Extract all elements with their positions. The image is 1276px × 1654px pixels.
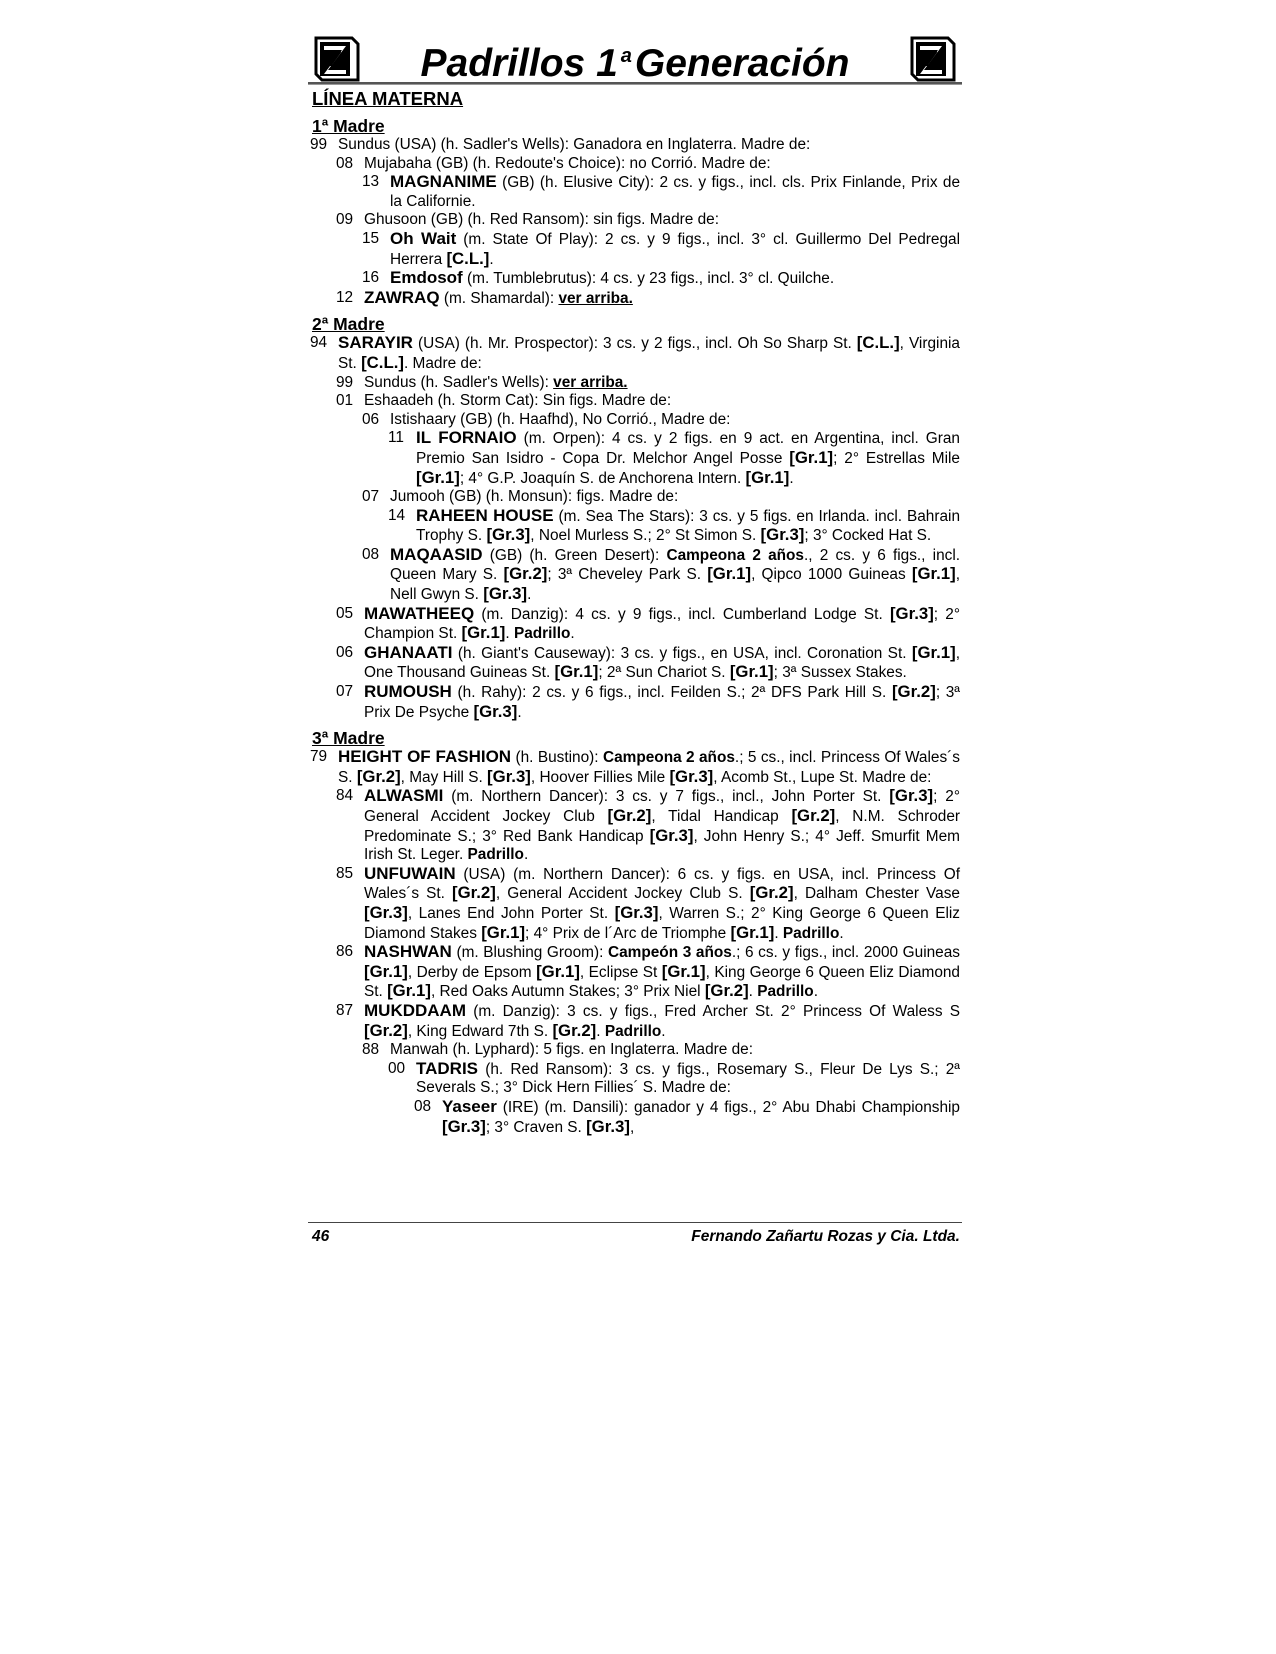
pedigree-entry: 07 RUMOUSH (h. Rahy): 2 cs. y 6 figs., incl. Feilden S.; 2ª DFS Park Hill S. [Gr.2]; 3ª Prix De Psyche [Gr.3]. xyxy=(336,682,961,721)
pedigree-entry: 94 SARAYIR (USA) (h. Mr. Prospector): 3 cs. y 2 figs., incl. Oh So Sharp St. [C.L.], Virginia St. [C.L.]. Madre de: xyxy=(310,333,960,372)
page-footer xyxy=(312,1228,960,1250)
pedigree-entry: 13 MAGNANIME (GB) (h. Elusive City): 2 cs. y figs., incl. cls. Prix Finlande, Prix de la Californie. xyxy=(362,172,960,210)
pedigree-entry: 06 GHANAATI (h. Giant's Causeway): 3 cs. y figs., en USA, incl. Coronation St. [Gr.1], One Thousand Guineas St. [Gr.1]; 2ª Sun Chariot S. [Gr.1]; 3ª Sussex Stakes. xyxy=(336,642,960,682)
pedigree-entry: 87 MUKDDAAM (m. Danzig): 3 cs. y figs., Fred Archer St. 2° Princess Of Waless S [Gr.2], King Edward 7th S. [Gr.2]. Padrillo. xyxy=(336,1000,960,1040)
pedigree-entry: 12 ZAWRAQ (m. Shamardal): ver arriba. xyxy=(336,287,633,307)
page-number: 46 xyxy=(312,1228,330,1245)
generation-heading: 3ª Madre xyxy=(312,728,385,749)
pedigree-entry: 14 RAHEEN HOUSE (m. Sea The Stars): 3 cs. y 5 figs. en Irlanda. incl. Bahrain Trophy S. [Gr.3], Noel Murless S.; 2° St Simon S. [Gr.3]; 3° Cocked Hat S. xyxy=(388,505,960,545)
pedigree-entry: 16 Emdosof (m. Tumblebrutus): 4 cs. y 23 figs., incl. 3° cl. Quilche. xyxy=(362,268,835,288)
pedigree-entry: 99 Sundus (USA) (h. Sadler's Wells): Ganadora en Inglaterra. Madre de: xyxy=(310,136,811,153)
pedigree-entry: 06 Istishaary (GB) (h. Haafhd), No Corrió., Madre de: xyxy=(362,410,731,428)
generation-heading: 2ª Madre xyxy=(312,314,385,335)
zr-logo-icon xyxy=(312,34,362,84)
page-title: Padrillos 1 $^a$Generación xyxy=(420,42,850,85)
svg-text:Z: Z xyxy=(924,46,938,71)
pedigree-entry: 84 ALWASMI (m. Northern Dancer): 3 cs. y 7 figs., incl., John Porter St. [Gr.3]; 2° General Accident Jockey Club [Gr.2], Tidal Handicap [Gr.2], N.M. Schroder Predominate S.; 3° Red Bank Handicap [Gr.3], John Henry S.; 4° Jeff. Smurfit Mem Irish St. Leger. Padrillo. xyxy=(336,786,961,864)
zr-logo-icon xyxy=(908,34,958,84)
pedigree-entry: 88 Manwah (h. Lyphard): 5 figs. en Inglaterra. Madre de: xyxy=(362,1041,754,1059)
pedigree-entry: 05 MAWATHEEQ (m. Danzig): 4 cs. y 9 figs., incl. Cumberland Lodge St. [Gr.3]; 2° Champion St. [Gr.1]. Padrillo. xyxy=(336,603,960,643)
pedigree-entry: 01 Eshaadeh (h. Storm Cat): Sin figs. Madre de: xyxy=(336,392,672,410)
pedigree-entry: 07 Jumooh (GB) (h. Monsun): figs. Madre de: xyxy=(362,488,679,506)
pedigree-entry: 09 Ghusoon (GB) (h. Red Ransom): sin figs. Madre de: xyxy=(336,211,719,229)
footer-divider xyxy=(308,1222,962,1223)
pedigree-entry: 11 IL FORNAIO (m. Orpen): 4 cs. y 2 figs. en 9 act. en Argentina, incl. Gran Premio San Isidro - Copa Dr. Melchor Angel Posse [Gr.1]; 2° Estrellas Mile [Gr.1]; 4° G.P. Joaquín S. de Anchorena Intern. [Gr.1]. xyxy=(388,428,960,487)
company-name: Fernando Zañartu Rozas y Cia. Ltda. xyxy=(691,1228,960,1245)
pedigree-entry: 00 TADRIS (h. Red Ransom): 3 cs. y figs., Rosemary S., Fleur De Lys S.; 2ª Severals S.; 3° Dick Hern Fillies´ S. Madre de: xyxy=(388,1058,960,1097)
cross-reference: ver arriba. xyxy=(558,289,633,307)
pedigree-content xyxy=(310,88,960,1137)
cross-reference: ver arriba. xyxy=(553,373,628,391)
header-divider xyxy=(308,82,962,85)
page-header xyxy=(308,30,962,86)
pedigree-entry: 08 Mujabaha (GB) (h. Redoute's Choice): no Corrió. Madre de: xyxy=(336,154,771,172)
pedigree-entry: 08 MAQAASID (GB) (h. Green Desert): Campeona 2 años., 2 cs. y 6 figs., incl. Queen Mary S. [Gr.2]; 3ª Cheveley Park S. [Gr.1], Qipco 1000 Guineas [Gr.1], Nell Gwyn S. [Gr.3]. xyxy=(362,544,961,604)
generation-heading: 1ª Madre xyxy=(312,116,385,136)
pedigree-entry: 15 Oh Wait (m. State Of Play): 2 cs. y 9 figs., incl. 3° cl. Guillermo Del Pedregal Herrera [C.L.]. xyxy=(362,228,960,268)
pedigree-entry: 85 UNFUWAIN (USA) (m. Northern Dancer): 6 cs. y figs. en USA, incl. Princess Of Wales´s St. [Gr.2], General Accident Jockey Club S. [Gr.2], Dalham Chester Vase [Gr.3], Lanes End John Porter St. [Gr.3], Warren S.; 2° King George 6 Queen Eliz Diamond Stakes [Gr.1]; 4° Prix de l´Arc de Triomphe [Gr.1]. Padrillo. xyxy=(336,863,961,942)
pedigree-entry: 86 NASHWAN (m. Blushing Groom): Campeón 3 años.; 6 cs. y figs., incl. 2000 Guineas [Gr.1], Derby de Epsom [Gr.1], Eclipse St [Gr.1], King George 6 Queen Eliz Diamond St. [Gr.1], Red Oaks Autumn Stakes; 3° Prix Niel [Gr.2]. Padrillo. xyxy=(336,942,960,1001)
svg-text:Z: Z xyxy=(328,46,342,71)
pedigree-entry: 08 Yaseer (IRE) (m. Dansili): ganador y 4 figs., 2° Abu Dhabi Championship [Gr.3]; 3° Craven S. [Gr.3], xyxy=(414,1096,960,1136)
pedigree-entry: 79 HEIGHT OF FASHION (h. Bustino): Campeona 2 años.; 5 cs., incl. Princess Of Wales´s S. [Gr.2], May Hill S. [Gr.3], Hoover Fillies Mile [Gr.3], Acomb St., Lupe St. Madre de: xyxy=(310,747,960,786)
pedigree-entry: 99 Sundus (h. Sadler's Wells): ver arriba. xyxy=(336,373,628,391)
section-title: LÍNEA MATERNA xyxy=(312,88,464,109)
